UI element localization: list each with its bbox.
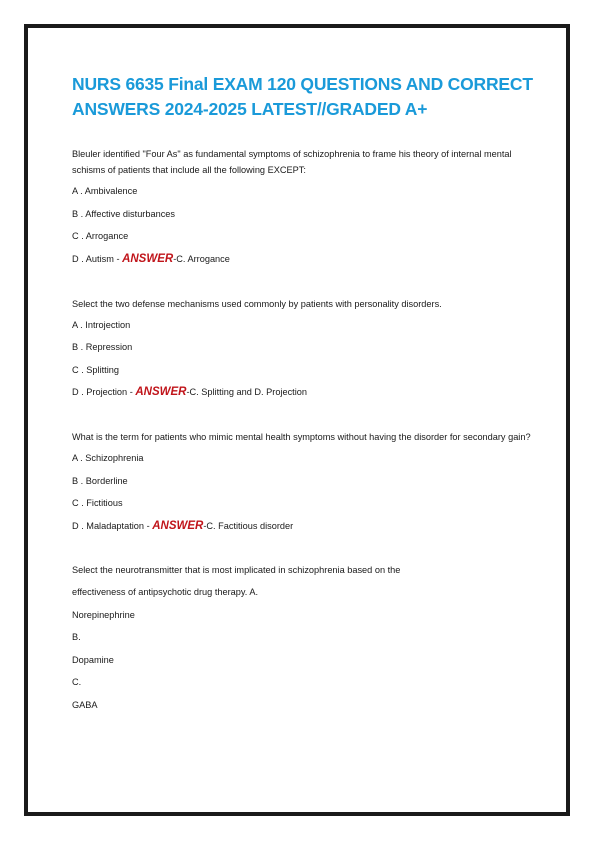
question-4: [72, 563, 542, 712]
option-a: A . Ambivalence: [72, 186, 138, 196]
option-b: B . Repression: [72, 342, 133, 352]
question-3: [72, 429, 542, 533]
title-line-2: ANSWERS 2024-2025 LATEST//GRADED A+: [72, 99, 428, 119]
option-a: A . Schizophrenia: [72, 453, 144, 463]
q4-line: C.: [72, 677, 82, 687]
question-2: [72, 296, 542, 400]
option-c: C . Arrogance: [72, 231, 129, 241]
option-c: C . Splitting: [72, 364, 119, 375]
q4-line: GABA: [72, 699, 98, 710]
answer-label: ANSWER: [135, 386, 187, 398]
option-d: D . Autism: [72, 253, 114, 264]
option-d: D . Projection: [72, 387, 128, 397]
question-text-line-1: Select the neurotransmitter that is most implicated in schizophrenia based on the: [72, 564, 401, 575]
option-d-with-answer: [72, 519, 542, 533]
question-text: Bleuler identified "Four As" as fundamental symptoms of schizophrenia to frame his theory of internal mental schisms of patients that include all the following EXCEPT:: [72, 149, 512, 175]
separator: -: [116, 253, 123, 264]
option-c: C . Fictitious: [72, 498, 123, 508]
option-d-with-answer: [72, 385, 542, 399]
answer-label: ANSWER: [122, 252, 174, 265]
separator: -: [146, 520, 153, 531]
option-a: A . Introjection: [72, 319, 131, 330]
q4-line: B.: [72, 632, 81, 642]
question-1: [72, 146, 542, 266]
document-title: [72, 72, 542, 122]
q4-line: Norepinephrine: [72, 609, 135, 620]
option-d: D . Maladaptation: [72, 520, 145, 531]
separator: -: [129, 387, 136, 397]
answer-text: -C. Arrogance: [173, 253, 230, 264]
option-b: B . Borderline: [72, 475, 128, 486]
q4-line: Dopamine: [72, 654, 114, 665]
answer-label: ANSWER: [152, 519, 204, 532]
answer-text: -C. Factitious disorder: [203, 520, 294, 531]
option-b: B . Affective disturbances: [72, 208, 175, 219]
title-line-1: NURS 6635 Final EXAM 120 QUESTIONS AND CORRECT: [72, 74, 533, 94]
option-d-with-answer: [72, 252, 542, 266]
question-text: What is the term for patients who mimic mental health symptoms without having the disorder for secondary gain?: [72, 432, 531, 442]
question-text: Select the two defense mechanisms used commonly by patients with personality disorders.: [72, 298, 442, 309]
answer-text: -C. Splitting and D. Projection: [186, 387, 307, 397]
document-body: [72, 72, 542, 720]
question-text-line-2: effectiveness of antipsychotic drug therapy. A.: [72, 587, 259, 597]
